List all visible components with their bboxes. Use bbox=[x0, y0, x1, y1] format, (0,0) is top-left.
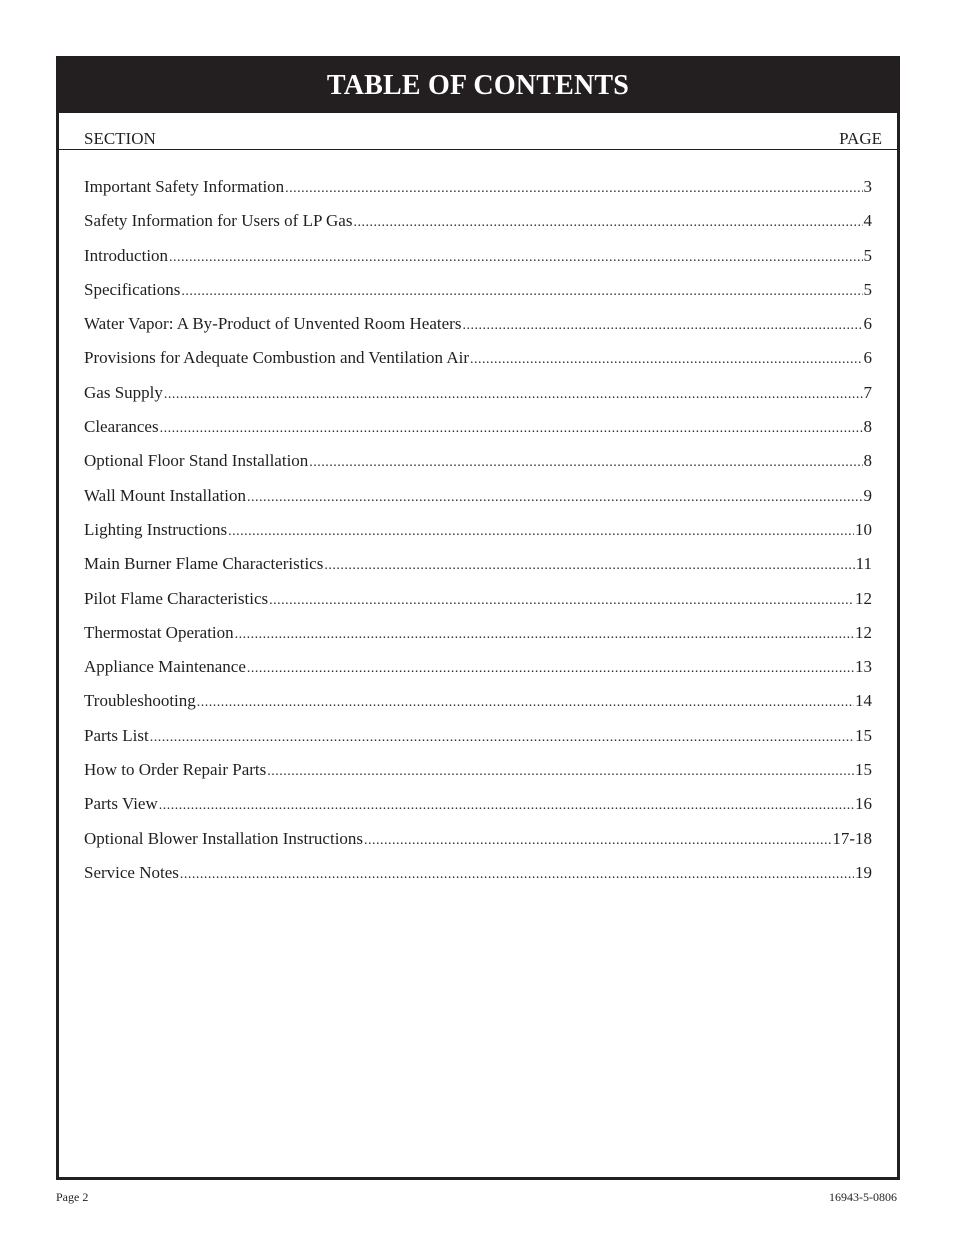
toc-entry[interactable] bbox=[84, 794, 872, 828]
toc-entry[interactable] bbox=[84, 314, 872, 348]
dot-leader bbox=[180, 867, 854, 883]
toc-entry[interactable] bbox=[84, 657, 872, 691]
toc-list bbox=[84, 177, 872, 897]
toc-entry-page: 6 bbox=[863, 314, 872, 334]
toc-entry-page: 4 bbox=[863, 211, 872, 231]
toc-entry[interactable] bbox=[84, 280, 872, 314]
toc-entry[interactable] bbox=[84, 589, 872, 623]
toc-entry-title: Gas Supply bbox=[84, 382, 163, 402]
toc-entry-page: 12 bbox=[855, 622, 872, 642]
page-column-label: PAGE bbox=[839, 129, 882, 148]
toc-entry-title: Specifications bbox=[84, 279, 181, 299]
toc-entry[interactable] bbox=[84, 554, 872, 588]
toc-entry-title: Optional Blower Installation Instructions bbox=[84, 828, 364, 848]
toc-entry-title: Thermostat Operation bbox=[84, 622, 234, 642]
toc-entry-page: 7 bbox=[863, 382, 872, 402]
toc-entry-title: Water Vapor: A By-Product of Unvented Room Heaters bbox=[84, 314, 462, 334]
toc-entry[interactable] bbox=[84, 691, 872, 725]
dot-leader bbox=[247, 661, 854, 677]
column-header bbox=[84, 129, 882, 149]
section-column-label: SECTION bbox=[84, 129, 156, 148]
toc-entry-page: 16 bbox=[855, 794, 872, 814]
toc-entry-page: 5 bbox=[863, 279, 872, 299]
dot-leader bbox=[324, 558, 854, 574]
toc-entry-title: Introduction bbox=[84, 245, 169, 265]
toc-entry-page: 8 bbox=[863, 417, 872, 437]
toc-entry-title: Provisions for Adequate Combustion and Ventilation Air bbox=[84, 348, 469, 368]
dot-leader bbox=[309, 455, 862, 471]
toc-entry-page: 15 bbox=[855, 725, 872, 745]
toc-entry-page: 10 bbox=[855, 519, 872, 539]
footer-doc-number: 16943-5-0806 bbox=[829, 1190, 897, 1204]
toc-entry-title: Parts List bbox=[84, 725, 149, 745]
toc-entry[interactable] bbox=[84, 829, 872, 863]
toc-entry-page: 8 bbox=[863, 451, 872, 471]
dot-leader bbox=[150, 730, 854, 746]
toc-entry-title: Service Notes bbox=[84, 862, 179, 882]
toc-entry-page: 17-18 bbox=[832, 828, 872, 848]
toc-entry[interactable] bbox=[84, 211, 872, 245]
toc-entry-title: Wall Mount Installation bbox=[84, 485, 246, 505]
dot-leader bbox=[228, 524, 854, 540]
toc-entry-title: Pilot Flame Characteristics bbox=[84, 588, 269, 608]
dot-leader bbox=[181, 284, 862, 300]
toc-entry-title: Main Burner Flame Characteristics bbox=[84, 554, 324, 574]
dot-leader bbox=[364, 833, 831, 849]
toc-entry-title: Parts View bbox=[84, 794, 158, 814]
toc-entry[interactable] bbox=[84, 451, 872, 485]
toc-entry-title: Lighting Instructions bbox=[84, 519, 228, 539]
toc-frame bbox=[56, 56, 900, 1180]
dot-leader bbox=[247, 490, 863, 506]
dot-leader bbox=[269, 593, 854, 609]
toc-entry-page: 9 bbox=[863, 485, 872, 505]
dot-leader bbox=[197, 695, 854, 711]
dot-leader bbox=[159, 798, 854, 814]
toc-entry[interactable] bbox=[84, 246, 872, 280]
toc-entry-page: 3 bbox=[863, 177, 872, 196]
toc-entry[interactable] bbox=[84, 348, 872, 382]
toc-entry[interactable] bbox=[84, 863, 872, 897]
toc-entry-page: 15 bbox=[855, 760, 872, 780]
toc-entry[interactable] bbox=[84, 760, 872, 794]
dot-leader bbox=[160, 421, 863, 437]
page-title: TABLE OF CONTENTS bbox=[326, 70, 630, 101]
toc-entry-title: Optional Floor Stand Installation bbox=[84, 451, 309, 471]
toc-entry-title: Safety Information for Users of LP Gas bbox=[84, 211, 353, 231]
toc-entry-title: Important Safety Information bbox=[84, 177, 285, 196]
toc-entry[interactable] bbox=[84, 486, 872, 520]
footer-page-number: Page 2 bbox=[56, 1190, 89, 1204]
toc-entry-title: Clearances bbox=[84, 417, 159, 437]
toc-entry-page: 13 bbox=[855, 657, 872, 677]
dot-leader bbox=[353, 215, 862, 231]
toc-entry[interactable] bbox=[84, 417, 872, 451]
dot-leader bbox=[285, 181, 862, 197]
toc-entry-page: 11 bbox=[855, 554, 872, 574]
toc-entry[interactable] bbox=[84, 623, 872, 657]
toc-entry-title: Troubleshooting bbox=[84, 691, 196, 711]
toc-entry-title: Appliance Maintenance bbox=[84, 657, 246, 677]
toc-entry[interactable] bbox=[84, 726, 872, 760]
toc-entry-page: 12 bbox=[855, 588, 872, 608]
dot-leader bbox=[169, 250, 862, 266]
toc-entry[interactable] bbox=[84, 177, 872, 211]
header-divider bbox=[59, 149, 897, 150]
dot-leader bbox=[267, 764, 854, 780]
toc-entry[interactable] bbox=[84, 520, 872, 554]
dot-leader bbox=[462, 318, 862, 334]
toc-entry-page: 14 bbox=[855, 691, 872, 711]
toc-entry-page: 19 bbox=[855, 862, 872, 882]
toc-entry[interactable] bbox=[84, 383, 872, 417]
title-bar bbox=[59, 59, 897, 113]
toc-entry-page: 6 bbox=[863, 348, 872, 368]
toc-entry-title: How to Order Repair Parts bbox=[84, 760, 267, 780]
dot-leader bbox=[470, 352, 863, 368]
toc-entry-page: 5 bbox=[863, 245, 872, 265]
dot-leader bbox=[235, 627, 854, 643]
dot-leader bbox=[164, 387, 863, 403]
